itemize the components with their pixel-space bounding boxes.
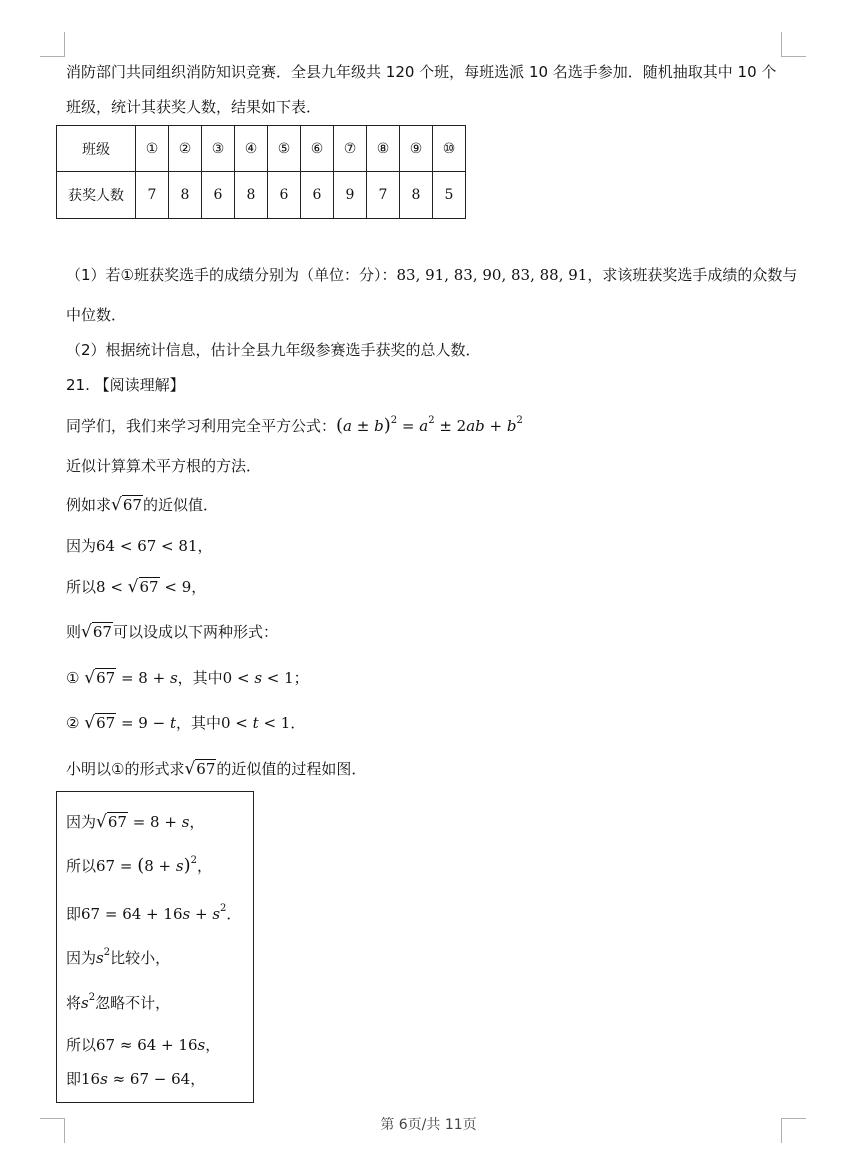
intro-line-1: 消防部门共同组织消防知识竞赛．全县九年级共 120 个班，每班选派 10 名选手参加．随机抽取其中 10 个 — [66, 63, 777, 81]
sqrt-67: √67 — [111, 495, 142, 515]
form-1-line: ① √67 = 8 + s，其中0 < s < 1； — [66, 668, 309, 688]
table-cell: 7 — [367, 172, 400, 219]
table-cell: ① — [136, 126, 169, 172]
table-cell: ⑨ — [400, 126, 433, 172]
table-cell: 5 — [433, 172, 466, 219]
sqrt-67: √67 — [84, 713, 116, 733]
because-line: 因为64 < 67 < 81， — [66, 537, 213, 555]
sqrt-67: √67 — [81, 622, 112, 642]
box-line-1: 因为√67 = 8 + s， — [66, 812, 205, 832]
q1-line-2: 中位数． — [66, 306, 127, 324]
q21-title: 21. 【阅读理解】 — [66, 376, 185, 394]
sqrt-67: √67 — [96, 812, 127, 832]
box-line-2: 所以$67 = (8 + s)^2$， — [66, 855, 213, 876]
table-cell: 9 — [334, 172, 367, 219]
then-line: 则√67可以设成以下两种形式： — [66, 622, 278, 642]
so-line: 所以8 < √67 < 9， — [66, 577, 207, 597]
solution-box — [56, 791, 254, 1103]
table-cell: ⑩ — [433, 126, 466, 172]
corner-mark-top-left — [40, 32, 65, 57]
q1-scores: 83, 91, 83, 90, 83, 88, 91 — [396, 266, 588, 284]
table-row — [57, 126, 466, 172]
table-cell: ④ — [235, 126, 268, 172]
table-cell: 6 — [268, 172, 301, 219]
table-cell: ③ — [202, 126, 235, 172]
intro-line-2: 班级，统计其获奖人数，结果如下表． — [66, 98, 322, 116]
sqrt-67: √67 — [84, 668, 116, 688]
table-cell: ⑥ — [301, 126, 334, 172]
xiaoming-line: 小明以①的形式求√67的近似值的过程如图． — [66, 759, 367, 779]
table-cell: 7 — [136, 172, 169, 219]
example-line: 例如求√67的近似值． — [66, 495, 218, 515]
page-footer: 第 6页/共 11页 — [380, 1117, 477, 1133]
form-2-line: ② √67 = 9 − t，其中0 < t < 1． — [66, 713, 306, 733]
table-cell: ⑦ — [334, 126, 367, 172]
box-line-7: 即16s ≈ 67 − 64， — [66, 1070, 206, 1088]
box-line-3: 即$67 = 64 + 16s + s^2$． — [66, 903, 242, 923]
table-cell: ⑤ — [268, 126, 301, 172]
q1-line-1: （1）若①班获奖选手的成绩分别为（单位：分）：83, 91, 83, 90, 83, 88, 91，求该班获奖选手成绩的众数与 — [66, 266, 798, 284]
sqrt-67: √67 — [127, 577, 159, 597]
box-line-6: 所以67 ≈ 64 + 16s， — [66, 1036, 221, 1054]
q21-formula-line: 同学们，我们来学习利用完全平方公式：$(a \pm b)^2 = a^2 \pm 2ab + b^2$ — [66, 415, 523, 436]
table-cell: 6 — [301, 172, 334, 219]
table-cell: ⑧ — [367, 126, 400, 172]
square-formula: $(a \pm b)^2 = a^2 \pm 2ab + b^2$ — [336, 415, 523, 436]
box-line-4: 因为$s^2$比较小， — [66, 947, 171, 967]
table-cell: 8 — [400, 172, 433, 219]
table-cell: 6 — [202, 172, 235, 219]
table-header-class: 班级 — [57, 126, 136, 172]
table-cell: 8 — [169, 172, 202, 219]
corner-mark-top-right — [781, 32, 806, 57]
table-row — [57, 172, 466, 219]
stats-table — [56, 125, 466, 219]
table-header-winners: 获奖人数 — [57, 172, 136, 219]
table-cell: 8 — [235, 172, 268, 219]
q2-text: （2）根据统计信息，估计全县九年级参赛选手获奖的总人数． — [66, 341, 481, 359]
table-cell: ② — [169, 126, 202, 172]
sqrt-67: √67 — [184, 759, 216, 779]
box-line-5: 将$s^2$忽略不计， — [66, 992, 171, 1012]
q21-method-line: 近似计算算术平方根的方法． — [66, 457, 262, 475]
